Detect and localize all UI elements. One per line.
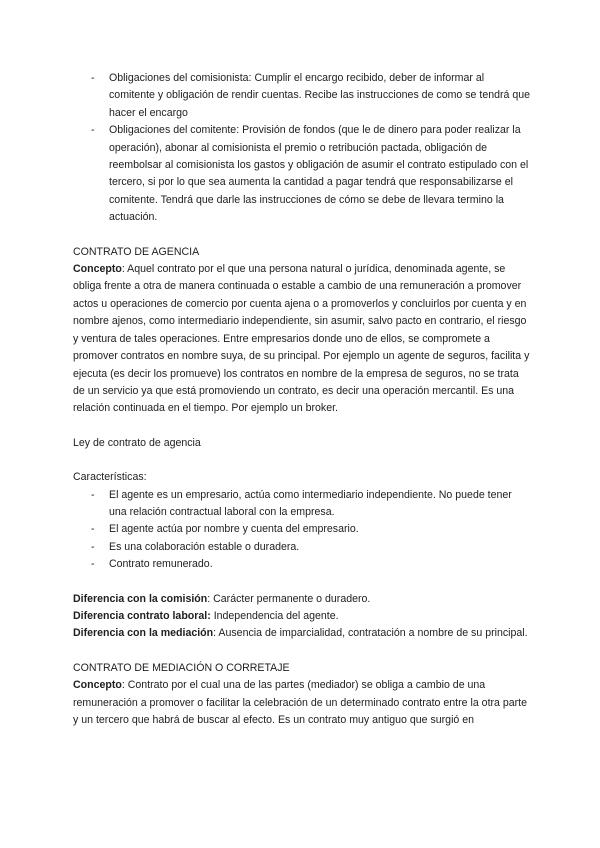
- list-item: [73, 122, 531, 226]
- list-item: [73, 487, 531, 522]
- list-item: [73, 556, 531, 573]
- dash-bullet: -: [91, 558, 95, 571]
- heading-mediacion: CONTRATO DE MEDIACIÓN O CORRETAJE: [73, 661, 290, 674]
- diferencia-text: : Ausencia de imparcialidad, contratación a nombre de su principal.: [213, 627, 528, 640]
- mediacion-concepto-paragraph: [73, 677, 531, 729]
- spacer: [73, 452, 531, 469]
- diferencia-mediacion: [73, 625, 531, 642]
- diferencia-text: : Carácter permanente o duradero.: [207, 592, 371, 605]
- diferencia-label: Diferencia contrato laboral:: [73, 609, 211, 622]
- concepto-text: : Aquel contrato por el que una persona natural o jurídica, denominada agente, se obliga frente a otra de manera continuada o estable a cambio de una remuneración a promover actos u operaciones de comercio por cuenta ajena o a promoverlos y concluirlos por cuenta y en nombre ajenos, como intermediario independiente, sin asumir, salvo pacto en contrario, el riesgo y ventura de tales operaciones. Entre empresarios donde uno de ellos, se compromete a promover contratos en nombre suya, de su principal. Por ejemplo un agente de seguros, facilita y ejecuta (es decir los promueve) los contratos en nombre de la empresa de seguros, no se trata de un servicio ya que está promoviendo un contrato, es decir una operación mercantil. Es una relación continuada en el tiempo. Por ejemplo un broker.: [73, 263, 530, 415]
- diferencia-laboral: [73, 608, 531, 625]
- diferencia-label: Diferencia con la mediación: [73, 627, 214, 640]
- diferencia-comision: [73, 591, 531, 608]
- diferencia-label: Diferencia con la comisión: [73, 592, 208, 605]
- concepto-label: Concepto: [73, 679, 122, 692]
- concepto-label: Concepto: [73, 263, 122, 276]
- list-item-text: El agente es un empresario, actúa como intermediario independiente. No puede tener una relación contractual laboral con la empresa.: [109, 488, 512, 518]
- comision-obligations-list: [73, 70, 531, 227]
- agencia-concepto-paragraph: [73, 261, 531, 418]
- list-item-text: Obligaciones del comisionista: Cumplir el encargo recibido, deber de informar al comitente y obligación de rendir cuentas. Recibe las instrucciones de como se tendrá que hacer el encargo: [109, 72, 531, 119]
- spacer: [73, 418, 531, 435]
- ley-agencia-line: Ley de contrato de agencia: [73, 436, 201, 449]
- concepto-text: : Contrato por el cual una de las partes (mediador) se obliga a cambio de una remuneración a promover o facilitar la celebración de un determinado contrato entre la otra parte y un tercero que habrá de buscar al efecto. Es un contrato muy antiguo que surgió en: [73, 679, 528, 726]
- list-item-text: Obligaciones del comitente: Provisión de fondos (que le de dinero para poder realizar la operación), abonar al comisionista el premio o retribución pactada, obligación de reembolsar al comisionista los gastos y obligación de asumir el contrato estipulado con el tercero, si por lo que sea aumenta la cantidad a pagar tendrá que responsabilizarse el comitente. Tendrá que darle las instrucciones de cómo se debe de llevara termino la actuación.: [109, 124, 529, 224]
- dash-bullet: -: [91, 488, 95, 501]
- caracteristicas-label: Características:: [73, 471, 147, 484]
- spacer: [73, 227, 531, 244]
- list-item-text: Contrato remunerado.: [109, 558, 213, 571]
- dash-bullet: -: [91, 124, 95, 137]
- list-item: [73, 539, 531, 556]
- document-content: [73, 70, 531, 729]
- diferencia-text: Independencia del agente.: [210, 609, 339, 622]
- list-item: [73, 70, 531, 122]
- list-item: [73, 521, 531, 538]
- heading-agencia: CONTRATO DE AGENCIA: [73, 245, 200, 258]
- caracteristicas-list: [73, 487, 531, 574]
- spacer: [73, 643, 531, 660]
- dash-bullet: -: [91, 523, 95, 536]
- list-item-text: El agente actúa por nombre y cuenta del empresario.: [109, 523, 359, 536]
- spacer: [73, 574, 531, 591]
- list-item-text: Es una colaboración estable o duradera.: [109, 540, 300, 553]
- dash-bullet: -: [91, 72, 95, 84]
- dash-bullet: -: [91, 540, 95, 553]
